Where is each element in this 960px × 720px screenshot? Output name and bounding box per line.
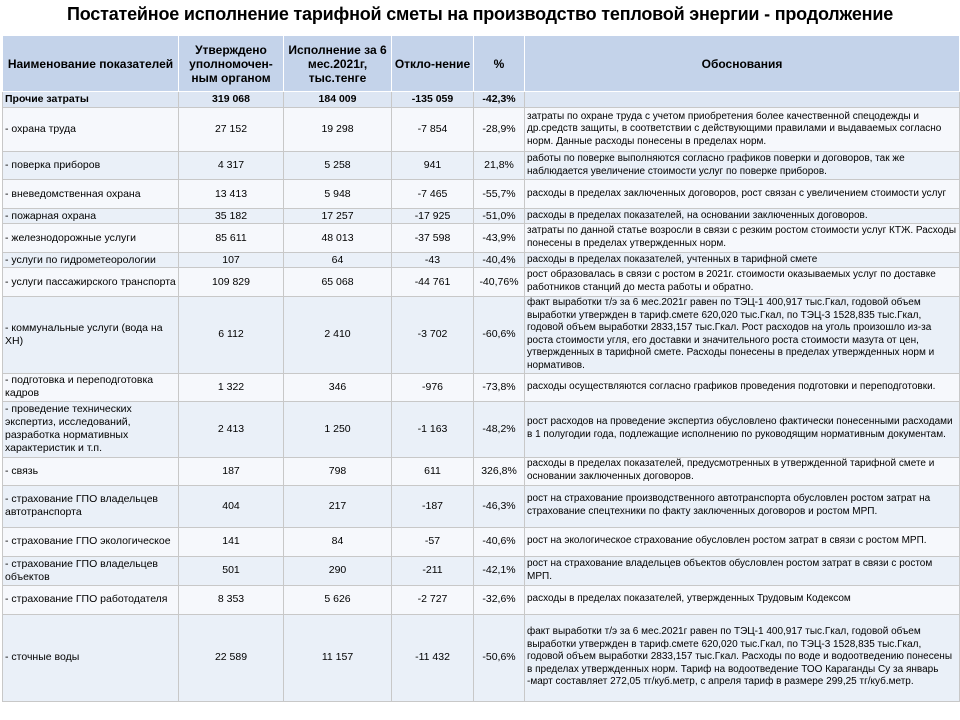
cell-approved: 8 353	[179, 585, 284, 614]
cell-executed: 19 298	[284, 108, 392, 152]
cell-name: - подготовка и переподготовка кадров	[3, 373, 179, 401]
cell-deviation: 941	[392, 152, 474, 180]
cell-percent: -42,3%	[474, 92, 525, 108]
cell-name: - коммунальные услуги (вода на ХН)	[3, 297, 179, 374]
cell-name: - страхование ГПО владельцев автотранспорта	[3, 485, 179, 527]
table-row	[3, 152, 960, 180]
cell-reason: расходы в пределах показателей, предусмотренных в утвержденной тарифной смете и основании заключенных договоров.	[525, 457, 960, 485]
cell-name: - услуги пассажирского транспорта	[3, 268, 179, 297]
cell-reason: расходы в пределах показателей, на основании заключенных договоров.	[525, 209, 960, 224]
cell-executed: 64	[284, 253, 392, 268]
cell-executed: 48 013	[284, 224, 392, 253]
cell-executed: 798	[284, 457, 392, 485]
cell-executed: 217	[284, 485, 392, 527]
cell-name: - проведение технических экспертиз, исследований, разработка нормативных характеристик и т.п.	[3, 401, 179, 457]
cell-deviation: 611	[392, 457, 474, 485]
table-row	[3, 614, 960, 701]
cell-executed: 5 948	[284, 180, 392, 209]
cell-percent: -55,7%	[474, 180, 525, 209]
cell-reason: рост на страхование владельцев объектов обусловлен ростом затрат в связи с ростом МРП.	[525, 556, 960, 585]
table-row	[3, 180, 960, 209]
cell-name: - страхование ГПО экологическое	[3, 527, 179, 556]
table-row	[3, 253, 960, 268]
cell-reason: затраты по данной статье возросли в связи с резким ростом стоимости услуг КТЖ. Расходы понесены в пределах утвержденных норм.	[525, 224, 960, 253]
cell-percent: -40,76%	[474, 268, 525, 297]
cell-percent: -60,6%	[474, 297, 525, 374]
cell-approved: 109 829	[179, 268, 284, 297]
header-executed: Исполнение за 6 мес.2021г, тыс.тенге	[284, 36, 392, 92]
cell-reason: рост на страхование производственного автотранспорта обусловлен ростом затрат на страхование спецтехники по факту заключенных договоров и ростом МРП.	[525, 485, 960, 527]
cell-percent: -51,0%	[474, 209, 525, 224]
cell-percent: -46,3%	[474, 485, 525, 527]
cell-percent: -73,8%	[474, 373, 525, 401]
header-percent: %	[474, 36, 525, 92]
cell-executed: 1 250	[284, 401, 392, 457]
cell-approved: 35 182	[179, 209, 284, 224]
cell-reason: рост на экологическое страхование обусловлен ростом затрат в связи с ростом МРП.	[525, 527, 960, 556]
cell-name: - охрана труда	[3, 108, 179, 152]
cell-reason	[525, 92, 960, 108]
cell-name: - пожарная охрана	[3, 209, 179, 224]
header-name: Наименование показателей	[3, 36, 179, 92]
table-row	[3, 585, 960, 614]
table-row	[3, 209, 960, 224]
cell-deviation: -57	[392, 527, 474, 556]
cell-approved: 107	[179, 253, 284, 268]
cell-deviation: -976	[392, 373, 474, 401]
cell-executed: 184 009	[284, 92, 392, 108]
header-deviation: Откло-нение	[392, 36, 474, 92]
table-row	[3, 457, 960, 485]
cell-percent: -28,9%	[474, 108, 525, 152]
cell-percent: -43,9%	[474, 224, 525, 253]
cell-deviation: -211	[392, 556, 474, 585]
cell-deviation: -17 925	[392, 209, 474, 224]
cell-name: Прочие затраты	[3, 92, 179, 108]
cell-approved: 404	[179, 485, 284, 527]
cell-approved: 2 413	[179, 401, 284, 457]
header-reason: Обоснования	[525, 36, 960, 92]
cell-executed: 346	[284, 373, 392, 401]
cell-reason: факт выработки т/э за 6 мес.2021г равен по ТЭЦ-1 400,917 тыс.Гкал, годовой объем выработки утвержден в тариф.смете 620,020 тыс.Гкал, по ТЭЦ-3 1528,835 тыс.Гкал, годовой объем выработки 2833,157 тыс.Гкал. Расходы по воде и водоотведению понесены в пределах утвержденных норм. Тариф на водоотведение ТОО Караганды Су за январь -март составляет 272,05 тг/куб.метр, с апреля тариф в размере 299,25 тг/куб.метр.	[525, 614, 960, 701]
header-approved: Утверждено уполномочен-ным органом	[179, 36, 284, 92]
cell-approved: 85 611	[179, 224, 284, 253]
cell-reason: расходы в пределах заключенных договоров, рост связан с увеличением стоимости услуг	[525, 180, 960, 209]
cell-percent: -40,4%	[474, 253, 525, 268]
cell-name: - страхование ГПО владельцев объектов	[3, 556, 179, 585]
table-body	[3, 92, 960, 702]
cell-approved: 6 112	[179, 297, 284, 374]
cell-percent: -42,1%	[474, 556, 525, 585]
table-header-row	[3, 36, 960, 92]
cell-approved: 187	[179, 457, 284, 485]
cell-deviation: -11 432	[392, 614, 474, 701]
cell-approved: 141	[179, 527, 284, 556]
cell-name: - вневедомственная охрана	[3, 180, 179, 209]
cell-name: - страхование ГПО работодателя	[3, 585, 179, 614]
cell-deviation: -37 598	[392, 224, 474, 253]
cell-name: - связь	[3, 457, 179, 485]
cell-deviation: -7 465	[392, 180, 474, 209]
cell-deviation: -135 059	[392, 92, 474, 108]
cell-deviation: -2 727	[392, 585, 474, 614]
table-row	[3, 401, 960, 457]
table-row	[3, 527, 960, 556]
cell-name: - услуги по гидрометеорологии	[3, 253, 179, 268]
cell-percent: -50,6%	[474, 614, 525, 701]
cell-deviation: -7 854	[392, 108, 474, 152]
cell-deviation: -43	[392, 253, 474, 268]
cell-percent: 21,8%	[474, 152, 525, 180]
table-row	[3, 297, 960, 374]
table-row	[3, 224, 960, 253]
cell-name: - поверка приборов	[3, 152, 179, 180]
cell-percent: -48,2%	[474, 401, 525, 457]
cell-executed: 11 157	[284, 614, 392, 701]
cell-reason: работы по поверке выполняются согласно графиков поверки и договоров, так же наблюдается увеличение стоимости услуг по поверке приборов.	[525, 152, 960, 180]
cell-approved: 4 317	[179, 152, 284, 180]
cell-deviation: -3 702	[392, 297, 474, 374]
cell-approved: 22 589	[179, 614, 284, 701]
table-row	[3, 373, 960, 401]
cell-approved: 13 413	[179, 180, 284, 209]
cell-executed: 5 626	[284, 585, 392, 614]
cell-reason: рост расходов на проведение экспертиз обусловлено фактически понесенными расходами в 1 полугодии года, подлежащие исполнению по руководящим нормативным документам.	[525, 401, 960, 457]
table-row	[3, 485, 960, 527]
cell-executed: 290	[284, 556, 392, 585]
cell-name: - сточные воды	[3, 614, 179, 701]
cell-reason: расходы осуществляются согласно графиков проведения подготовки и переподготовки.	[525, 373, 960, 401]
cell-deviation: -1 163	[392, 401, 474, 457]
cell-executed: 84	[284, 527, 392, 556]
cell-approved: 1 322	[179, 373, 284, 401]
table-row	[3, 556, 960, 585]
cell-name: - железнодорожные услуги	[3, 224, 179, 253]
cell-reason: расходы в пределах показателей, утвержденных Трудовым Кодексом	[525, 585, 960, 614]
cell-executed: 2 410	[284, 297, 392, 374]
cell-reason: расходы в пределах показателей, учтенных в тарифной смете	[525, 253, 960, 268]
table-row	[3, 108, 960, 152]
cell-executed: 5 258	[284, 152, 392, 180]
cell-approved: 501	[179, 556, 284, 585]
cell-reason: рост образовалась в связи с ростом в 2021г. стоимости оказываемых услуг по доставке работников станций до места работы и обратно.	[525, 268, 960, 297]
cell-percent: -32,6%	[474, 585, 525, 614]
cell-deviation: -187	[392, 485, 474, 527]
cell-reason: затраты по охране труда с учетом приобретения более качественной спецодежды и др.средств защиты, в соответствии с действующими правилами и выдаваемых согласно норм. Данные расходы понесены в пределах норм.	[525, 108, 960, 152]
table-row	[3, 268, 960, 297]
cell-percent: 326,8%	[474, 457, 525, 485]
table-row-group	[3, 92, 960, 108]
cell-approved: 319 068	[179, 92, 284, 108]
cell-reason: факт выработки т/э за 6 мес.2021г равен по ТЭЦ-1 400,917 тыс.Гкал, годовой объем выработки утвержден в тариф.смете 620,020 тыс.Гкал, по ТЭЦ-3 1528,835 тыс.Гкал, годовой объем выработки 2833,157 тыс.Гкал. Рост расходов на уголь произошло из-за роста стоимости угля, его доставки и значительного роста стоимости мазута от цен, утвержденных в тарифной смете. Расходы понесены в пределах утвержденных норм и нормативов.	[525, 297, 960, 374]
cell-deviation: -44 761	[392, 268, 474, 297]
cell-executed: 17 257	[284, 209, 392, 224]
cell-percent: -40,6%	[474, 527, 525, 556]
cell-approved: 27 152	[179, 108, 284, 152]
tariff-table	[2, 35, 960, 702]
cell-executed: 65 068	[284, 268, 392, 297]
page-title: Постатейное исполнение тарифной сметы на производство тепловой энергии - продолжение	[66, 4, 894, 24]
